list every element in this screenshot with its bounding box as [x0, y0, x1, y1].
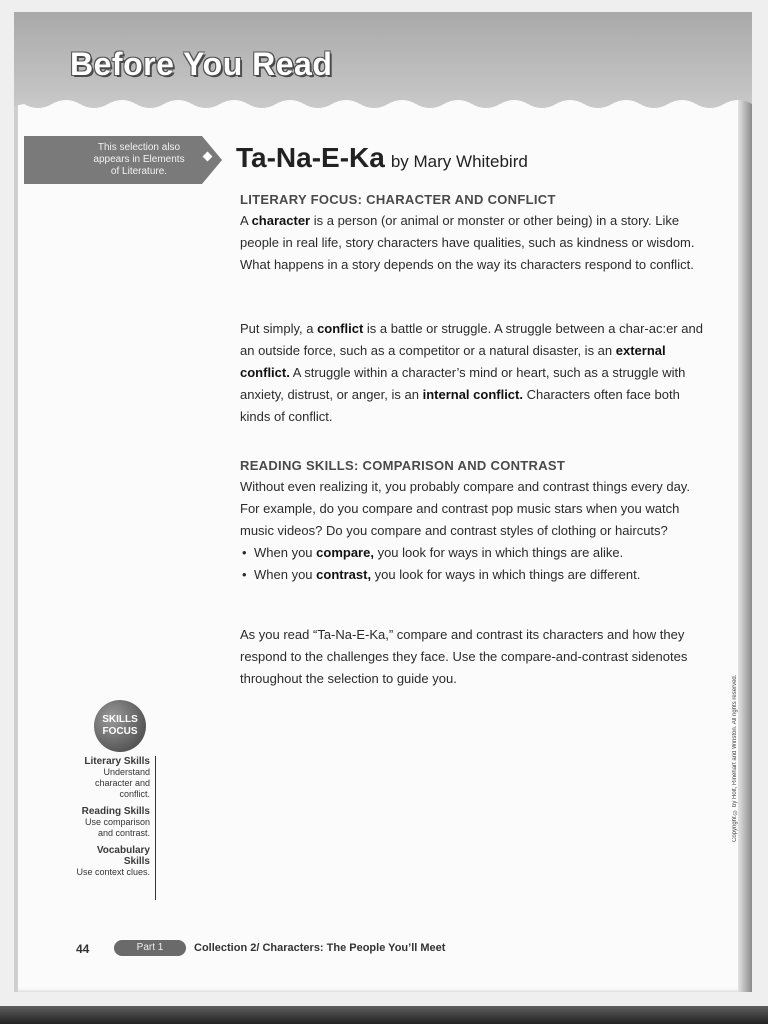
story-title [236, 142, 528, 174]
section-title: Before You Read [70, 46, 333, 82]
page-number: 44 [76, 942, 90, 956]
skill-heading: Vocabulary Skills [96, 845, 150, 867]
comparison-paragraph [240, 476, 710, 586]
story-name: Ta-Na-E-Ka [236, 142, 385, 173]
closing-paragraph: As you read “Ta-Na-E-Ka,” compare and contrast its characters and how they respond to the challenges they face. Use the compare-and-contrast sidenotes throughout the selection to guide you. [240, 627, 688, 686]
part-badge: Part 1 [114, 940, 186, 956]
skill-heading: Reading Skills [81, 806, 150, 817]
next-page-edge [0, 1006, 768, 1024]
skills-focus-panel [70, 756, 156, 900]
selection-note-text: This selection also appears in Elements of Literature. [93, 142, 185, 177]
literary-focus-heading: LITERARY FOCUS: CHARACTER AND CONFLICT [240, 192, 556, 207]
page-left-rule [14, 12, 18, 992]
collection-title: Collection 2/ Characters: The People You’ll Meet [194, 942, 446, 954]
skill-description: Understand character and conflict. [94, 767, 150, 799]
skill-heading: Literary Skills [84, 756, 150, 767]
skill-description: Use comparison and contrast. [84, 817, 150, 838]
reading-skills-heading: READING SKILLS: COMPARISON AND CONTRAST [240, 458, 566, 473]
selection-note-tag [24, 136, 222, 196]
comparison-intro: Without even realizing it, you probably compare and contrast things every day. For example, do you compare and contrast pop music stars when you watch music videos? Do you compare and contrast styles of clothing or haircuts? [240, 479, 690, 538]
character-paragraph: A character is a person (or animal or monster or other being) in a story. Like people in real life, story characters have qualities, such as kindness or wisdom. What happens in a story depends on the way its characters respond to conflict. [240, 213, 695, 272]
bullet-list [240, 542, 710, 586]
skills-focus-badge: SKILLS FOCUS [94, 700, 146, 752]
story-author: by Mary Whitebird [390, 152, 528, 171]
conflict-paragraph: Put simply, a conflict is a battle or struggle. A struggle between a char-ac:er and an outside force, such as a competitor or a natural disaster, is an external conflict. A struggle within a character’s mind or heart, such as a struggle with anxiety, distrust, or anger, is an internal conflict. Characters often face both kinds of conflict. [240, 321, 703, 424]
list-item: • When you contrast, you look for ways in which things are different. [240, 564, 710, 586]
list-item: • When you compare, you look for ways in which things are alike. [240, 542, 710, 564]
skill-description: Use context clues. [76, 867, 150, 877]
copyright-notice: Copyright © by Holt, Rinehart and Winston. All rights reserved. [732, 674, 738, 842]
textbook-page [14, 12, 752, 992]
page-edge-shadow [738, 12, 752, 992]
